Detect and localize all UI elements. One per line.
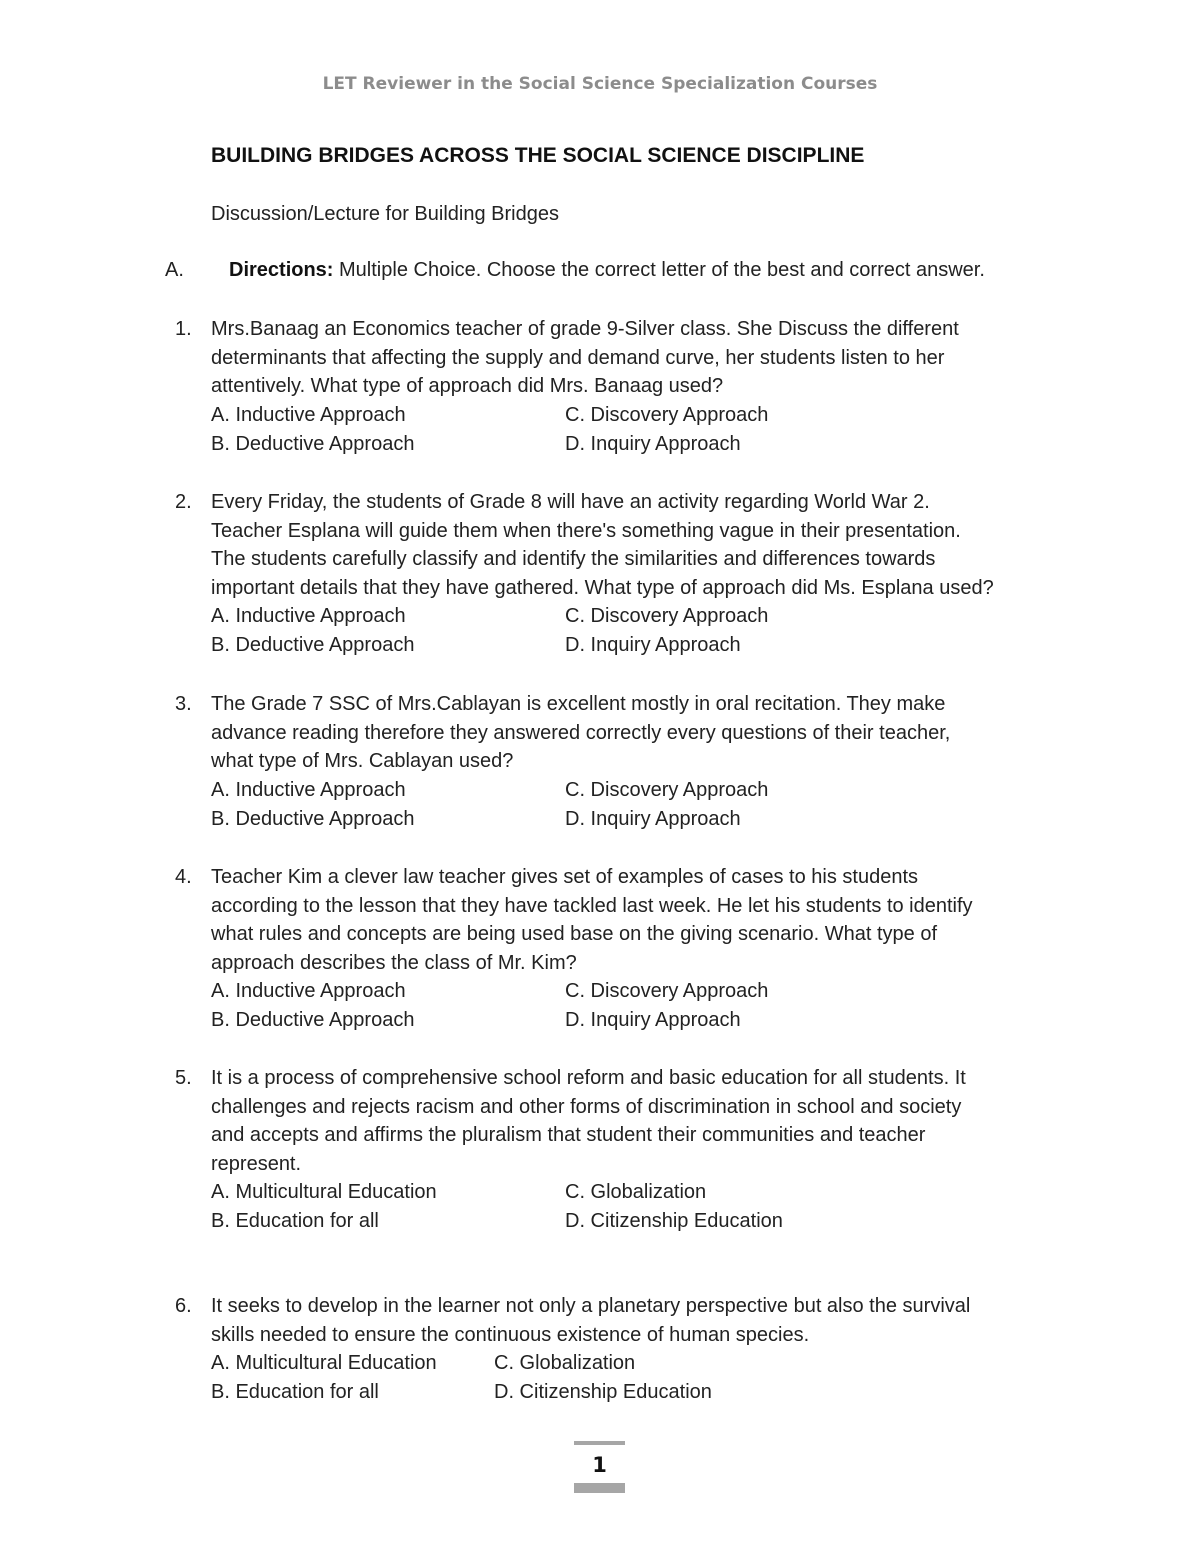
question-text: [211, 863, 1071, 977]
choice-c: C. Globalization: [494, 1352, 636, 1374]
choice-b: B. Deductive Approach: [211, 807, 415, 830]
choice-d: D. Inquiry Approach: [565, 432, 741, 455]
footer-rule-top: [574, 1441, 625, 1445]
choice-c: C. Globalization: [565, 1181, 707, 1203]
question-line: according to the lesson that they have tackled last week. He let his students to identify: [211, 894, 973, 917]
document-title: BUILDING BRIDGES ACROSS THE SOCIAL SCIENCE DISCIPLINE: [211, 144, 865, 167]
choice-c: C. Discovery Approach: [565, 605, 769, 627]
directions-text: Multiple Choice. Choose the correct letter of the best and correct answer.: [333, 259, 985, 281]
document-subtitle: Discussion/Lecture for Building Bridges: [211, 203, 559, 225]
directions: [229, 259, 985, 282]
question-line: Teacher Esplana will guide them when there's something vague in their presentation.: [211, 519, 961, 542]
choice-c: C. Discovery Approach: [565, 779, 769, 801]
choice-a: A. Inductive Approach: [211, 980, 406, 1002]
question-text: [211, 690, 1071, 776]
choice-d: D. Citizenship Education: [565, 1209, 783, 1232]
choice-d: D. Inquiry Approach: [565, 633, 741, 656]
question-line: Every Friday, the students of Grade 8 will have an activity regarding World War 2.: [211, 491, 930, 513]
footer-rule-bottom: [574, 1483, 625, 1493]
choice-a: A. Inductive Approach: [211, 605, 406, 627]
question-line: The students carefully classify and identify the similarities and differences towards: [211, 548, 936, 570]
question-number: 6.: [175, 1295, 192, 1317]
page-number: 1: [592, 1453, 607, 1477]
question-line: skills needed to ensure the continuous existence of human species.: [211, 1323, 810, 1346]
choice-c: C. Discovery Approach: [565, 404, 769, 426]
question-line: The Grade 7 SSC of Mrs.Cablayan is excellent mostly in oral recitation. They make: [211, 693, 946, 715]
question-number: 5.: [175, 1067, 192, 1089]
question-line: important details that they have gathered. What type of approach did Ms. Esplana used?: [211, 576, 994, 599]
question-line: challenges and rejects racism and other forms of discrimination in school and society: [211, 1095, 962, 1118]
question-line: Teacher Kim a clever law teacher gives set of examples of cases to his students: [211, 866, 919, 888]
question-number: 3.: [175, 693, 192, 715]
choice-a: A. Multicultural Education: [211, 1352, 437, 1374]
question-line: what type of Mrs. Cablayan used?: [211, 750, 514, 772]
question-line: advance reading therefore they answered correctly every questions of their teacher,: [211, 721, 951, 744]
section-letter: A.: [165, 259, 184, 281]
choice-b: B. Education for all: [211, 1380, 379, 1403]
question-line: represent.: [211, 1152, 302, 1175]
question-text: [211, 1064, 1071, 1178]
question-text: [211, 488, 1071, 602]
question-line: what rules and concepts are being used base on the giving scenario. What type of: [211, 923, 938, 945]
question-line: determinants that affecting the supply and demand curve, her students listen to her: [211, 346, 945, 369]
question-line: It is a process of comprehensive school reform and basic education for all students. It: [211, 1067, 966, 1089]
directions-label: Directions:: [229, 259, 334, 281]
question-number: 2.: [175, 491, 192, 513]
choice-b: B. Deductive Approach: [211, 1008, 415, 1031]
question-line: Mrs.Banaag an Economics teacher of grade 9-Silver class. She Discuss the different: [211, 318, 959, 340]
choice-b: B. Education for all: [211, 1209, 379, 1232]
choice-d: D. Inquiry Approach: [565, 1008, 741, 1031]
running-header: LET Reviewer in the Social Science Specialization Courses: [322, 74, 878, 94]
choice-d: D. Inquiry Approach: [565, 807, 741, 830]
question-line: It seeks to develop in the learner not only a planetary perspective but also the survival: [211, 1295, 971, 1317]
question-number: 4.: [175, 866, 192, 888]
question-text: [211, 315, 1071, 401]
choice-d: D. Citizenship Education: [494, 1380, 712, 1403]
question-number: 1.: [175, 318, 192, 340]
choice-b: B. Deductive Approach: [211, 432, 415, 455]
question-text: [211, 1292, 1071, 1349]
choice-b: B. Deductive Approach: [211, 633, 415, 656]
question-line: attentively. What type of approach did Mrs. Banaag used?: [211, 375, 724, 397]
choice-a: A. Multicultural Education: [211, 1181, 437, 1203]
choice-a: A. Inductive Approach: [211, 779, 406, 801]
question-line: approach describes the class of Mr. Kim?: [211, 951, 577, 974]
question-line: and accepts and affirms the pluralism that student their communities and teacher: [211, 1124, 926, 1146]
choice-c: C. Discovery Approach: [565, 980, 769, 1002]
choice-a: A. Inductive Approach: [211, 404, 406, 426]
